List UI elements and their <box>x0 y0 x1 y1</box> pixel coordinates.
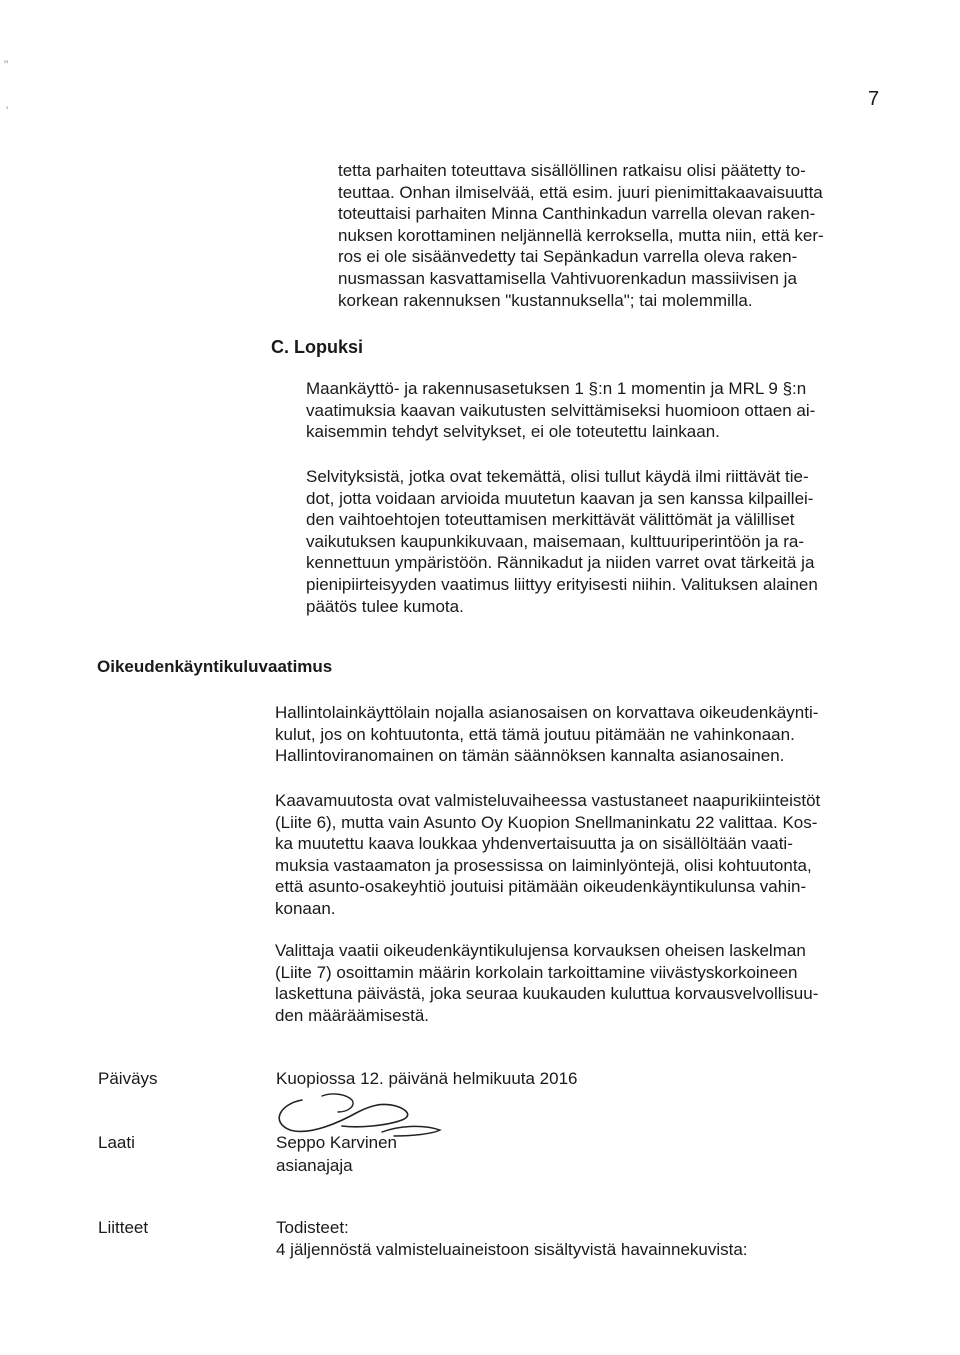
attachments-heading: Todisteet: <box>276 1218 349 1237</box>
section-c-paragraph-2: Selvityksistä, jotka ovat tekemättä, olisi tullut käydä ilmi riittävät tie- dot, jotta voidaan arvioida muutetun kaavan ja sen kanssa kilpaillei- den vaihtoehtojen toteuttamisen merkittävät välittömät ja välilliset vaikutuksen kaupunkikuvaan, maisemaan, kulttuuriperintöön ja ra- kennettuun ympäristöön. Rännikadut ja niiden varret ovat tärkeitä ja pienipiirteisyyden vaatimus liittyy erityisesti niihin. Valituksen alainen päätös tulee kumota. <box>306 467 818 616</box>
author-title: asianajaja <box>276 1156 353 1175</box>
scan-margin-mark: " <box>4 58 9 72</box>
costs-claim-paragraph-3: Valittaja vaatii oikeudenkäyntikulujensa korvauksen oheisen laskelman (Liite 7) osoittamin määrin korkolain tarkoittamine viivästyskorkoineen laskettuna päivästä, joka seuraa kuukauden kuluttua korvausvelvollisuu- den määräämisestä. <box>275 941 819 1025</box>
scan-margin-mark: ' <box>6 104 9 118</box>
paragraph-top: tetta parhaiten toteuttava sisällöllinen ratkaisu olisi päätetty to- teuttaa. Onhan ilmiselvää, että esim. juuri pienimittakaavaisuutta toteuttaisi parhaiten Minna Canthinkadun varrella olevan raken- nuksen korottaminen neljännellä kerroksella, mutta niin, että ker- ros ei ole sisäänvedetty tai Sepänkadun varrella oleva raken- nusmassan kasvattamisella Vahtivuorenkadun massiivisen ja korkean rakennuksen "kustannuksella"; tai molemmilla. <box>338 161 824 310</box>
section-heading-c: C. Lopuksi <box>271 337 364 357</box>
author-name: Seppo Karvinen <box>276 1133 397 1152</box>
costs-claim-heading: Oikeudenkäyntikuluvaatimus <box>97 657 333 676</box>
section-c-paragraph-1: Maankäyttö- ja rakennusasetuksen 1 §:n 1 momentin ja MRL 9 §:n vaatimuksia kaavan vaikutusten selvittämiseksi huomioon ottaen ai- kaisemmin tehdyt selvitykset, ei ole toteutettu lainkaan. <box>306 379 816 442</box>
author-label: Laati <box>98 1133 135 1152</box>
date-value: Kuopiossa 12. päivänä helmikuuta 2016 <box>276 1069 578 1088</box>
costs-claim-paragraph-1: Hallintolainkäyttölain nojalla asianosaisen on korvattava oikeudenkäynti- kulut, jos on kohtuutonta, että tämä joutuu pitämään ne vahinkonaan. Hallintoviranomainen on tämän säännöksen kannalta asianosainen. <box>275 703 819 766</box>
page-number: 7 <box>868 88 880 110</box>
date-label: Päiväys <box>98 1069 158 1088</box>
attachments-text: 4 jäljennöstä valmisteluaineistoon sisältyvistä havainnekuvista: <box>276 1240 748 1259</box>
attachments-label: Liitteet <box>98 1218 149 1237</box>
costs-claim-paragraph-2: Kaavamuutosta ovat valmisteluvaiheessa vastustaneet naapurikiinteistöt (Liite 6), mutta vain Asunto Oy Kuopion Snellmaninkatu 22 valittaa. Kos- ka muutettu kaava loukkaa yhdenvertaisuutta ja on sisällöltään vaati- muksia vastaamaton ja prosessissa on laiminlyöntejä, olisi kohtuutonta, että asunto-osakeyhtiö joutuisi pitämään oikeudenkäyntikulunsa vahin- konaan. <box>275 791 821 918</box>
